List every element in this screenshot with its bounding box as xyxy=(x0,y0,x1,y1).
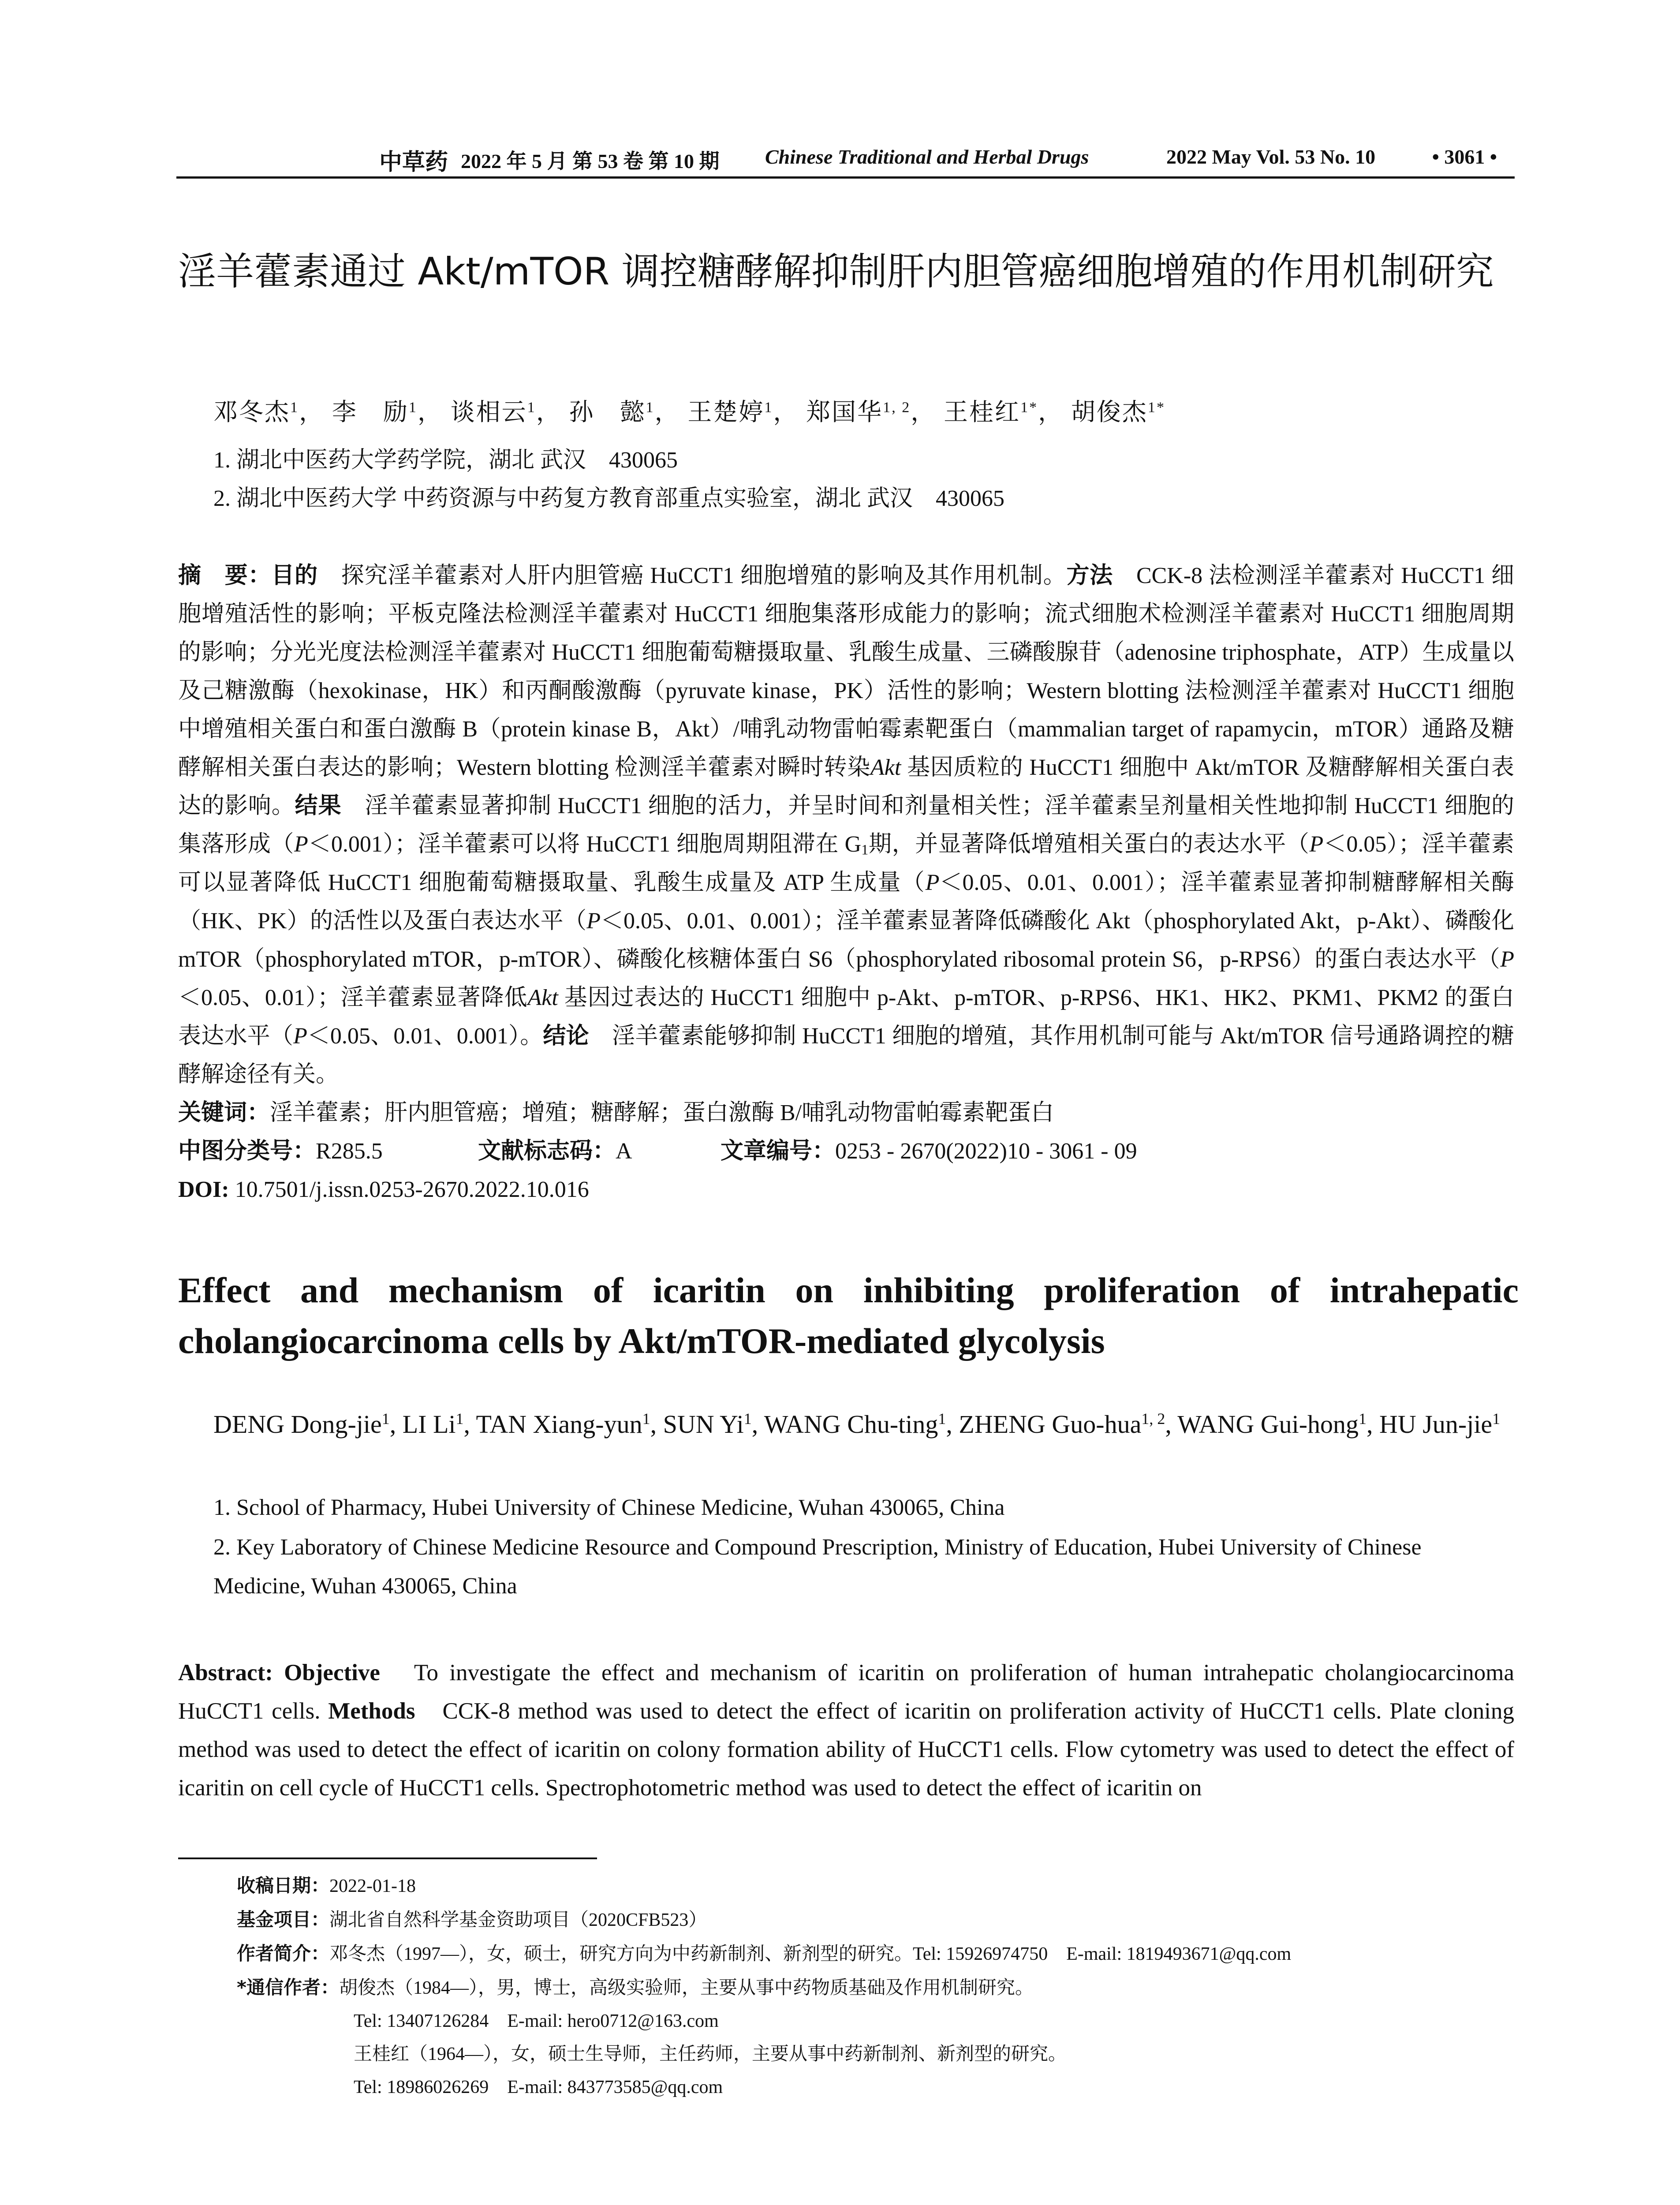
en-affiliation: 2. Key Laboratory of Chinese Medicine Resource and Compound Prescription, Ministry of Education, Hubei University of Chinese Medicine, Wuhan 430065, China xyxy=(213,1535,1422,1599)
cn-author-aff: 1 xyxy=(290,399,299,416)
en-abstract xyxy=(178,1654,1514,1807)
footnotes xyxy=(237,1869,1516,2104)
issue-date-cn: 2022 年 5 月 第 53 卷 第 10 期 xyxy=(461,150,720,172)
cn-author: 谈相云 xyxy=(450,399,527,426)
conclusion-label: 结论 xyxy=(543,1023,589,1049)
cn-keywords xyxy=(178,1094,1514,1132)
p-symbol: P xyxy=(294,832,308,857)
en-author: ZHENG Guo-hua xyxy=(959,1410,1142,1439)
issue-date-en: 2022 May Vol. 53 No. 10 xyxy=(1166,146,1376,168)
cn-author: 郑国华 xyxy=(806,399,883,426)
en-author-aff: 1 xyxy=(938,1410,946,1428)
en-author-aff: 1 xyxy=(743,1410,752,1428)
corr-contact-1: Tel: 13407126284 E-mail: hero0712@163.com xyxy=(354,2011,719,2031)
cn-doi xyxy=(178,1170,1514,1209)
received-date xyxy=(237,1869,1516,1903)
running-header xyxy=(176,143,1515,179)
en-author-aff: 1 xyxy=(455,1410,464,1428)
g1-subscript: 1 xyxy=(861,841,869,858)
corr-label: *通信作者： xyxy=(237,1977,339,1998)
en-affiliation: 1. School of Pharmacy, Hubei University of Chinese Medicine, Wuhan 430065, China xyxy=(213,1495,1005,1520)
bio-value: 邓冬杰（1997—），女，硕士，研究方向为中药新制剂、新剂型的研究。Tel: 15926974750 E-mail: 1819493671@qq.com xyxy=(329,1944,1292,1964)
abstract-label: 摘 要： xyxy=(178,562,272,589)
received-value: 2022-01-18 xyxy=(329,1876,416,1896)
cn-author-list: 邓冬杰$^1$， 李 励$^1$， 谈相云$^1$， 孙 懿$^1$， 王楚婷$^1$， 郑国华$^{1, 2}$， 王桂红$^{1*}$， 胡俊杰$^{1*}$ xyxy=(213,399,1165,426)
journal-name-cn: 中草药 xyxy=(379,150,448,175)
en-author-aff: 1 xyxy=(1359,1410,1367,1428)
results-text: ＜0.05、0.01）；淫羊藿素显著降低 xyxy=(178,985,528,1010)
fund-value: 湖北省自然科学基金资助项目（2020CFB523） xyxy=(329,1910,707,1930)
methods-text: CCK-8 法检测淫羊藿素对 HuCCT1 细胞增殖活性的影响；平板克隆法检测淫羊藿素对 HuCCT1 细胞集落形成能力的影响；流式细胞术检测淫羊藿素对 HuCCT1 细胞周期的影响；分光光度法检测淫羊藿素对 HuCCT1 细胞葡萄糖摄取量、乳酸生成量、三磷酸腺苷（adenosine triphosphate，ATP）生成量以及己糖激酶（hexokinase，HK）和丙酮酸激酶（pyruvate kinase，PK）活性的影响；Western blotting 法检测淫羊藿素对 HuCCT1 细胞中增殖相关蛋白和蛋白激酶 B（protein kinase B，Akt）/哺乳动物雷帕霉素靶蛋白（mammalian target of rapamycin，mTOR）通路及糖酵解相关蛋白表达的影响；Western blotting 检测淫羊藿素对瞬时转染 xyxy=(178,563,1514,780)
en-author: DENG Dong-jie xyxy=(213,1410,382,1439)
en-author-list: DENG Dong-jie$^1$, LI Li$^1$, TAN Xiang-yun$^1$, SUN Yi$^1$, WANG Chu-ting$^1$, ZHENG Guo-hua$^{1, 2}$, WANG Gui-hong$^1$, HU Jun-jie$^1$ xyxy=(213,1410,1501,1439)
keywords-label: 关键词： xyxy=(178,1099,270,1126)
methods-text: 基因质粒的 HuCCT1 细胞中 Akt/mTOR 及糖酵解相关蛋白表达的影响。 xyxy=(178,755,1515,818)
en-author-aff: 1, 2 xyxy=(1141,1410,1165,1428)
en-author: WANG Gui-hong xyxy=(1177,1410,1359,1439)
cn-affiliation: 1. 湖北中医药大学药学院，湖北 武汉 430065 xyxy=(213,448,678,473)
doi-value: 10.7501/j.issn.0253-2670.2022.10.016 xyxy=(235,1177,589,1202)
objective-label: 目的 xyxy=(271,562,318,589)
p-symbol: P xyxy=(586,908,601,934)
p-symbol: P xyxy=(293,1024,307,1049)
footnote-rule xyxy=(178,1857,597,1859)
en-author: TAN Xiang-yun xyxy=(476,1410,642,1439)
cn-class-line xyxy=(178,1132,1514,1170)
cn-author-aff: 1 xyxy=(408,399,418,416)
results-text: ＜0.001）；淫羊藿素可以将 HuCCT1 细胞周期阻滞在 G xyxy=(308,832,862,857)
results-text: ＜0.05、0.01、0.001）；淫羊藿素显著降低磷酸化 Akt（phosphorylated Akt，p-Akt）、磷酸化 mTOR（phosphorylated mTOR，p-mTOR）、磷酸化核糖体蛋白 S6（phosphorylated ribosomal protein S6，p-RPS6）的蛋白表达水平（ xyxy=(178,908,1514,972)
cn-author-aff: 1* xyxy=(1147,399,1165,416)
cn-author-aff: 1 xyxy=(527,399,536,416)
doc-label: 文献标志码： xyxy=(478,1138,616,1164)
keywords-text: 淫羊藿素；肝内胆管癌；增殖；糖酵解；蛋白激酶 B/哺乳动物雷帕霉素靶蛋白 xyxy=(270,1100,1054,1125)
cn-author: 胡俊杰 xyxy=(1071,399,1148,426)
article-number xyxy=(721,1132,1137,1170)
en-methods-label: Methods xyxy=(328,1698,415,1724)
corr-value-1: 胡俊杰（1984—），男，博士，高级实验师，主要从事中药物质基础及作用机制研究。 xyxy=(339,1978,1034,1998)
fund-info xyxy=(237,1903,1516,1937)
en-author-aff: 1 xyxy=(642,1410,650,1428)
results-text: 基因过表达的 HuCCT1 细胞中 p-Akt、p-mTOR、p-RPS6、HK1、HK2、PKM1、PKM2 的蛋白表达水平（ xyxy=(178,985,1514,1049)
gene-name: Akt xyxy=(870,755,901,780)
received-label: 收稿日期： xyxy=(237,1875,330,1896)
corr-contact-2: Tel: 18986026269 E-mail: 843773585@qq.com xyxy=(354,2077,723,2097)
journal-name-en: Chinese Traditional and Herbal Drugs xyxy=(765,146,1089,168)
cn-author-aff: 1* xyxy=(1020,399,1038,416)
cn-title: 淫羊藿素通过 Akt/mTOR 调控糖酵解抑制肝内胆管癌细胞增殖的作用机制研究 xyxy=(178,250,1494,294)
objective-text: 探究淫羊藿素对人肝内胆管癌 HuCCT1 细胞增殖的影响及其作用机制。 xyxy=(341,563,1067,588)
results-text: 淫羊藿素显著抑制 HuCCT1 细胞的活力，并呈时间和剂量相关性；淫羊藿素呈剂量相关性地抑制 HuCCT1 细胞的集落形成（ xyxy=(178,793,1514,857)
class-label: 中图分类号： xyxy=(178,1138,316,1164)
results-text: ＜0.05、0.01、0.001）。 xyxy=(307,1024,543,1049)
cn-author: 王桂红 xyxy=(944,399,1021,426)
article-value: 0253 - 2670(2022)10 - 3061 - 09 xyxy=(835,1139,1137,1164)
doc-value: A xyxy=(616,1139,632,1164)
en-methods-text: CCK-8 method was used to detect the effect of icaritin on proliferation activity of HuCCT1 cells. Plate cloning method was used to detect the effect of icaritin on colony formation ability of HuCCT1 cells. Flow cytometry was used to detect the effect of icaritin on cell cycle of HuCCT1 cells. Spectrophotometric method was used to detect the effect of icaritin on xyxy=(178,1698,1514,1801)
en-objective-text: To investigate the effect and mechanism of icaritin on proliferation of human intrahepatic cholangiocarcinoma HuCCT1 cells. xyxy=(178,1660,1515,1724)
cn-author-aff: 1 xyxy=(764,399,773,416)
fund-label: 基金项目： xyxy=(237,1909,330,1930)
header-rule xyxy=(176,176,1515,179)
cn-author: 王楚婷 xyxy=(687,399,765,426)
p-symbol: P xyxy=(925,870,940,895)
cn-author-aff: 1, 2 xyxy=(883,399,911,416)
article-label: 文章编号： xyxy=(721,1138,836,1164)
cn-author: 邓冬杰 xyxy=(213,399,291,426)
en-title: Effect and mechanism of icaritin on inhibiting proliferation of intrahepatic cholangiocarcinoma cells by Akt/mTOR-mediated glycolysis xyxy=(178,1270,1519,1361)
bio-label: 作者简介： xyxy=(237,1943,330,1964)
en-author-aff: 1 xyxy=(381,1410,390,1428)
cn-author: 李 励 xyxy=(332,399,409,426)
corresponding-author xyxy=(237,1971,1516,2005)
author-bio xyxy=(237,1937,1516,1971)
p-symbol: P xyxy=(1500,947,1514,972)
p-symbol: P xyxy=(1309,832,1324,857)
cn-author: 孙 懿 xyxy=(569,399,646,426)
class-number xyxy=(178,1132,383,1170)
cn-abstract xyxy=(178,557,1514,1209)
en-author-aff: 1 xyxy=(1492,1410,1501,1428)
doi-label: DOI: xyxy=(178,1177,229,1202)
conclusion-text: 淫羊藿素能够抑制 HuCCT1 细胞的增殖，其作用机制可能与 Akt/mTOR 信号通路调控的糖酵解途径有关。 xyxy=(178,1024,1514,1087)
results-text: ＜0.05）；淫羊藿素可以显著降低 HuCCT1 细胞葡萄糖摄取量、乳酸生成量及 ATP 生成量（ xyxy=(178,832,1514,895)
methods-label: 方法 xyxy=(1066,562,1113,589)
gene-name: Akt xyxy=(527,985,558,1010)
en-author: WANG Chu-ting xyxy=(764,1410,938,1439)
en-author: LI Li xyxy=(402,1410,456,1439)
results-text: ＜0.05、0.01、0.001）；淫羊藿素显著抑制糖酵解相关酶（HK、PK）的活性以及蛋白表达水平（ xyxy=(178,870,1514,934)
page-number: • 3061 • xyxy=(1432,146,1497,168)
doc-code xyxy=(478,1132,632,1170)
results-label: 结果 xyxy=(295,792,342,819)
en-author: SUN Yi xyxy=(663,1410,744,1439)
en-author: HU Jun-jie xyxy=(1379,1410,1493,1439)
class-value: R285.5 xyxy=(316,1139,383,1164)
en-abstract-label: Abstract: Objective xyxy=(178,1660,380,1686)
results-text: 期，并显著降低增殖相关蛋白的表达水平（ xyxy=(868,832,1310,857)
cn-affiliation: 2. 湖北中医药大学 中药资源与中药复方教育部重点实验室，湖北 武汉 430065 xyxy=(213,486,1005,511)
corr-value-2: 王桂红（1964—），女，硕士生导师，主任药师，主要从事中药新制剂、新剂型的研究。 xyxy=(354,2044,1067,2064)
cn-author-aff: 1 xyxy=(646,399,655,416)
